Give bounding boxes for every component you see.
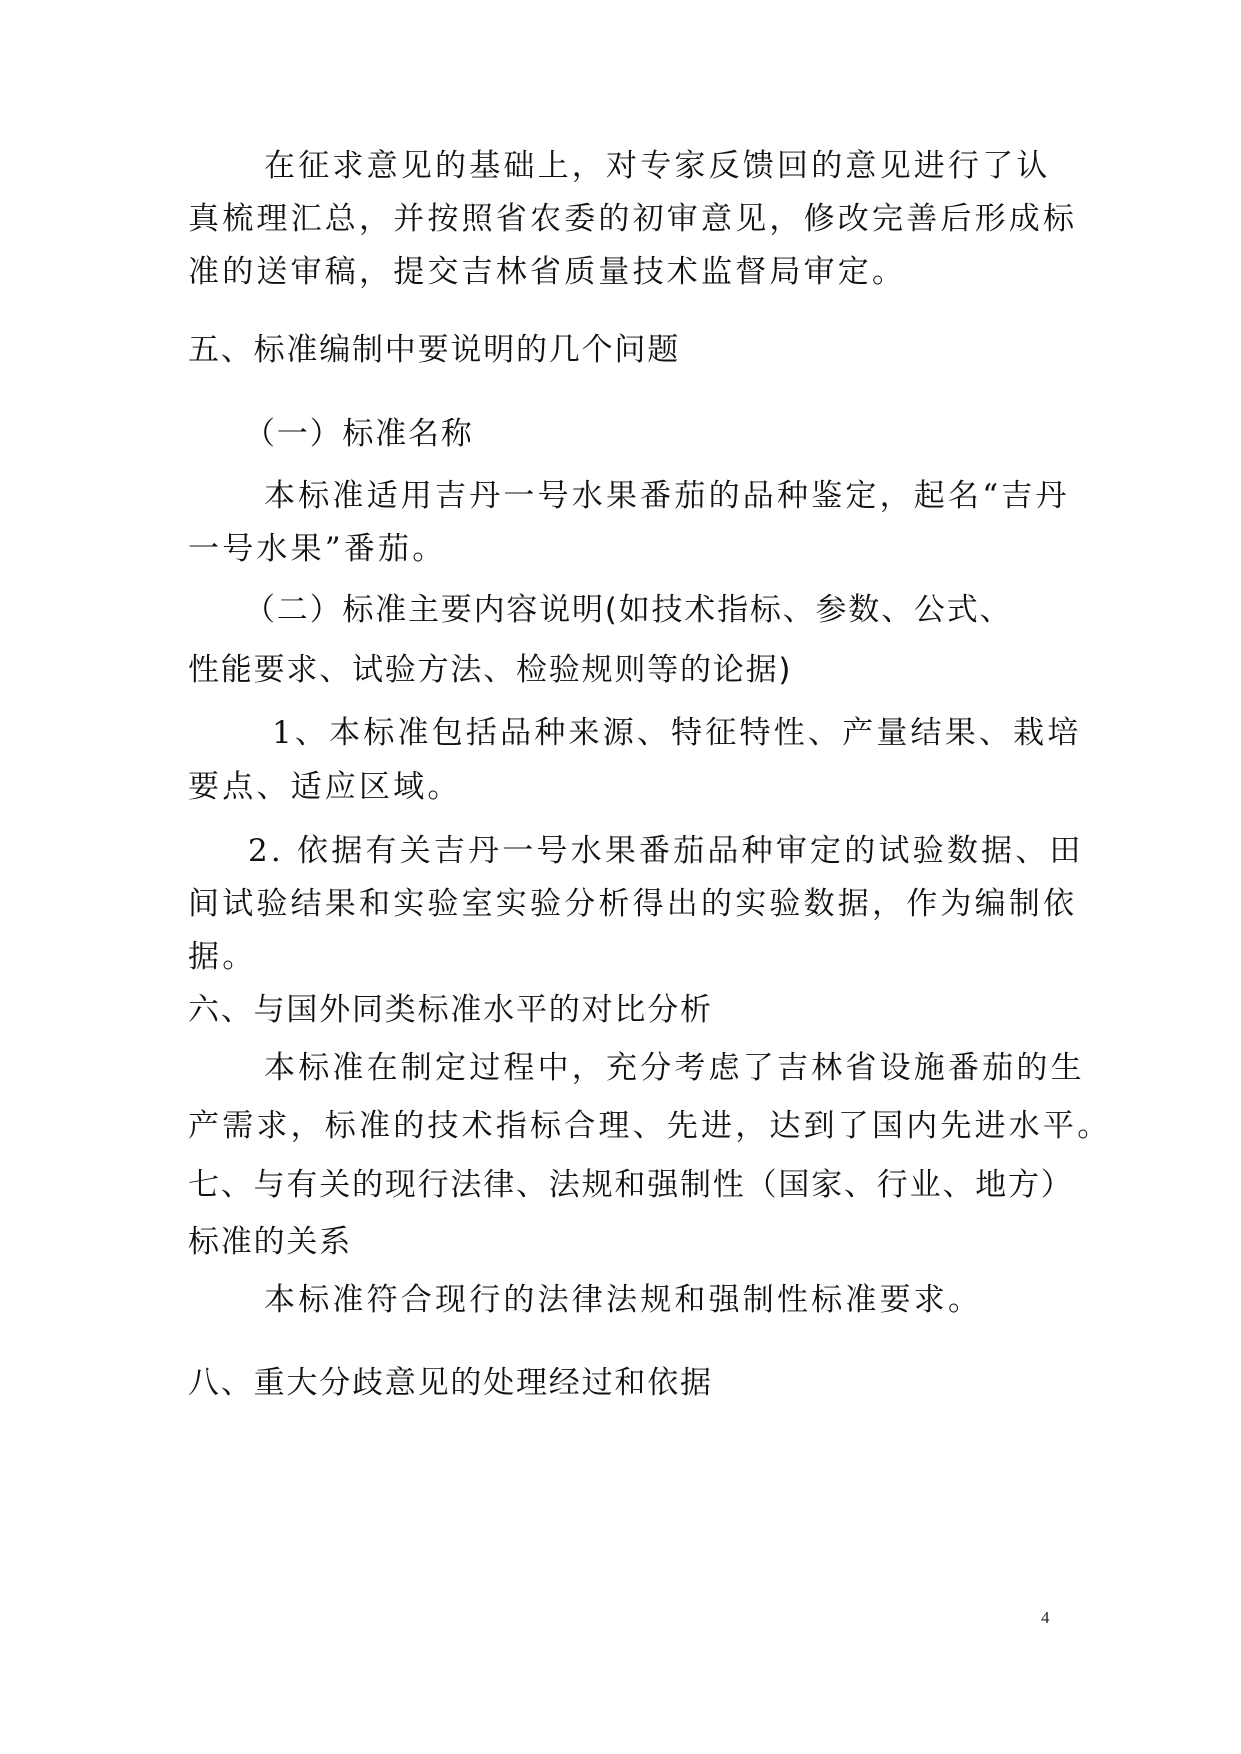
section-heading: 五、标准编制中要说明的几个问题 <box>188 332 680 368</box>
section-heading: 七、与有关的现行法律、法规和强制性（国家、行业、地方） <box>188 1167 1074 1203</box>
body-paragraph-line: 产需求，标准的技术指标合理、先进，达到了国内先进水平。 <box>188 1108 1112 1144</box>
subsection-heading-continued: 性能要求、试验方法、检验规则等的论据) <box>188 652 793 688</box>
section-heading-continued: 标准的关系 <box>188 1224 352 1260</box>
body-paragraph-line: 准的送审稿，提交吉林省质量技术监督局审定。 <box>188 254 907 290</box>
subsection-heading: （二）标准主要内容说明(如技术指标、参数、公式、 <box>244 592 1013 628</box>
body-paragraph-line: 在征求意见的基础上，对专家反馈回的意见进行了认 <box>264 148 1051 184</box>
subsection-heading: （一）标准名称 <box>244 416 474 452</box>
body-paragraph-line: 本标准符合现行的法律法规和强制性标准要求。 <box>264 1282 983 1318</box>
list-item-line: 要点、适应区域。 <box>188 769 462 805</box>
body-paragraph-line: 一号水果”番茄。 <box>188 531 447 567</box>
list-item-line: 间试验结果和实验室实验分析得出的实验数据，作为编制依 <box>188 886 1078 922</box>
body-paragraph-line: 真梳理汇总，并按照省农委的初审意见，修改完善后形成标 <box>188 201 1078 237</box>
list-item-line: 据。 <box>188 939 257 975</box>
page-number: 4 <box>1041 1608 1050 1627</box>
list-item-line: 1、本标准包括品种来源、特征特性、产量结果、栽培 <box>272 715 1082 751</box>
list-item-line: 2. 依据有关吉丹一号水果番茄品种审定的试验数据、田 <box>248 833 1084 869</box>
section-heading: 八、重大分歧意见的处理经过和依据 <box>188 1365 713 1401</box>
body-paragraph-line: 本标准适用吉丹一号水果番茄的品种鉴定，起名“吉丹 <box>264 478 1070 514</box>
body-paragraph-line: 本标准在制定过程中，充分考虑了吉林省设施番茄的生 <box>264 1050 1085 1086</box>
section-heading: 六、与国外同类标准水平的对比分析 <box>188 992 713 1028</box>
